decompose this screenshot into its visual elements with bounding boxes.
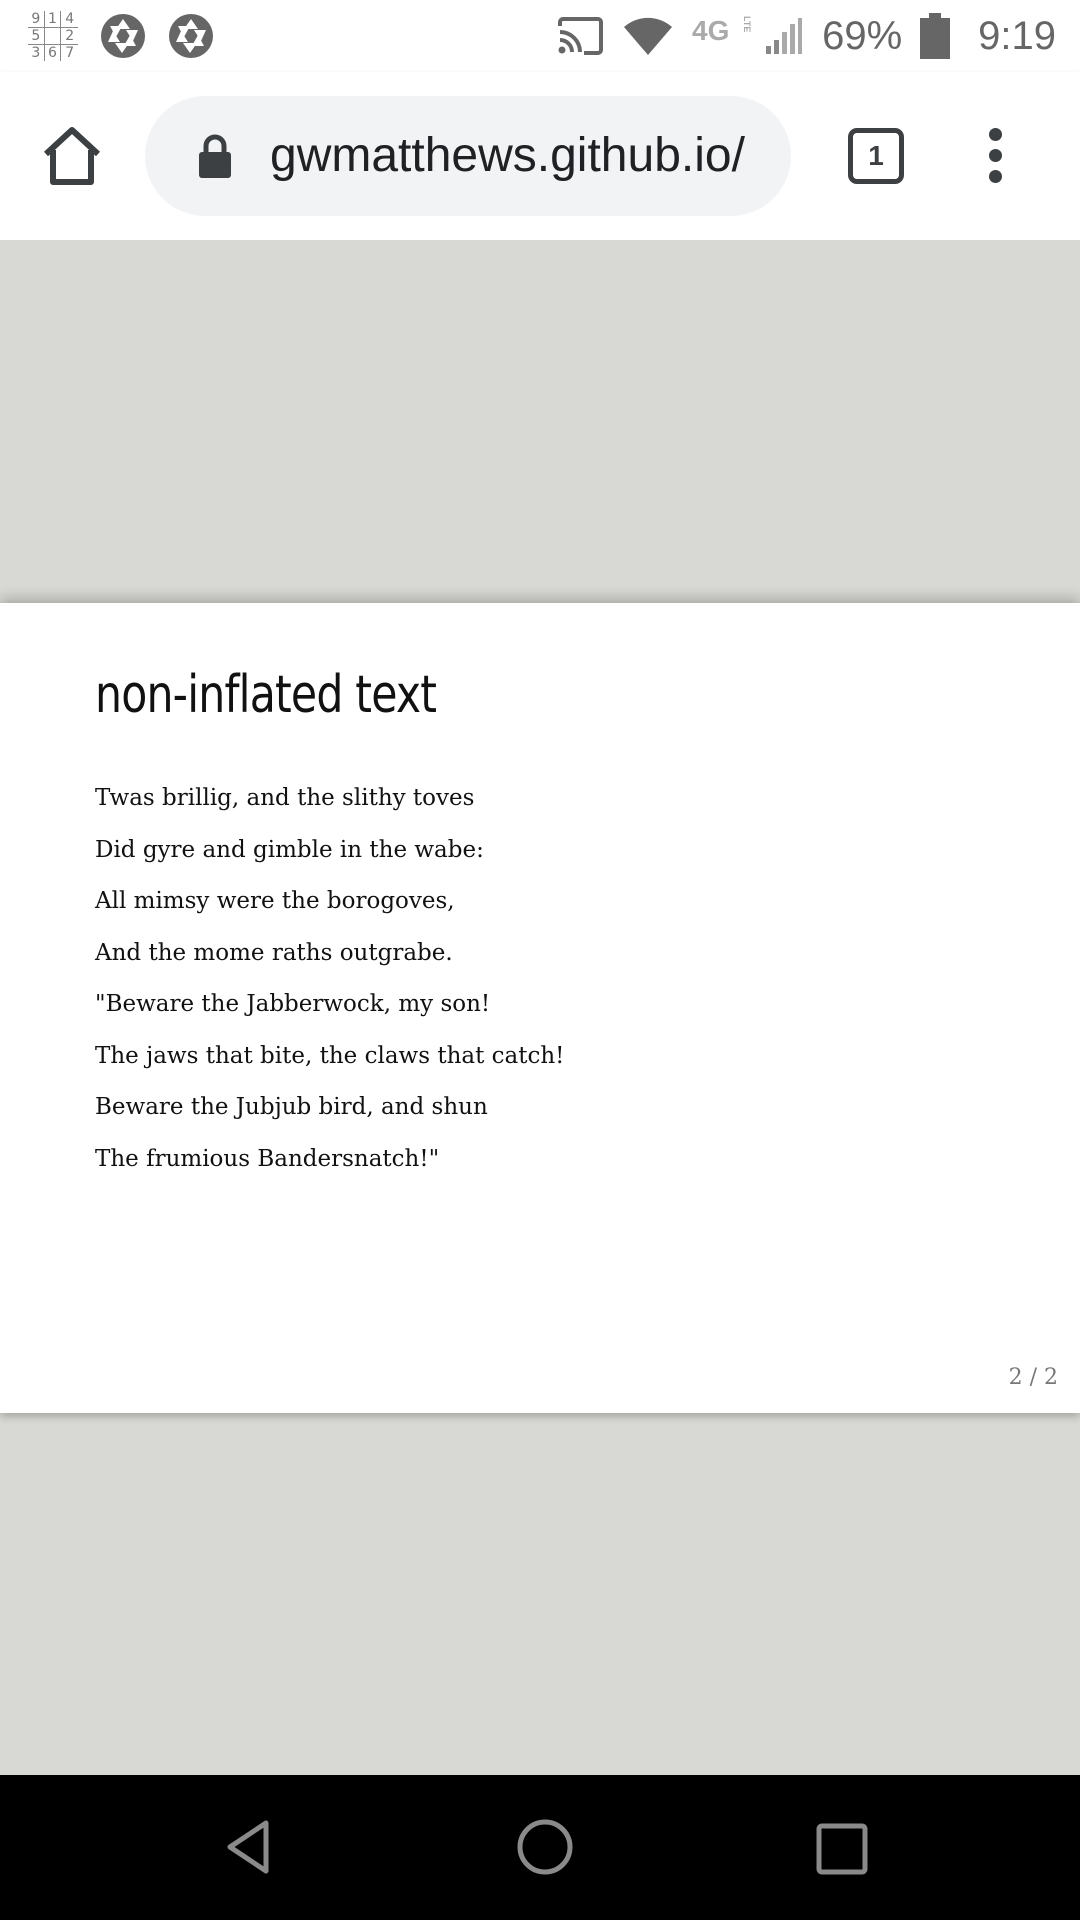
home-nav-button[interactable] [515, 1817, 575, 1877]
poem-line: Beware the Jubjub bird, and shun [95, 1094, 488, 1120]
sudoku-cell: 7 [65, 45, 75, 61]
signal-icon [764, 16, 804, 56]
slide-number: 2 / 2 [1008, 1365, 1058, 1390]
browser-toolbar [0, 72, 1080, 240]
battery-percent: 69% [822, 13, 903, 58]
aperture-icon [168, 13, 214, 59]
network-sub: LTE [742, 16, 753, 33]
clock: 9:19 [978, 13, 1056, 58]
slide[interactable] [0, 603, 1080, 1413]
sudoku-cell: 6 [45, 45, 62, 61]
sudoku-icon [28, 11, 78, 61]
poem-line: All mimsy were the borogoves, [95, 888, 455, 914]
lock-icon [197, 134, 233, 178]
sudoku-cell: 1 [45, 11, 62, 28]
menu-dot-icon [989, 170, 1002, 183]
sudoku-cell: 2 [61, 28, 78, 45]
menu-button[interactable] [972, 128, 1020, 184]
home-button[interactable] [40, 124, 104, 188]
sudoku-cell: 9 [28, 11, 45, 28]
aperture-icon [100, 13, 146, 59]
poem-text [95, 773, 564, 1185]
lte-icon [692, 14, 753, 58]
cast-icon [556, 16, 604, 56]
poem-line: "Beware the Jabberwock, my son! [95, 991, 491, 1017]
tab-switcher-button[interactable] [848, 128, 904, 184]
poem-line: The jaws that bite, the claws that catch! [95, 1042, 565, 1069]
tab-count: 1 [848, 128, 904, 184]
system-icons [556, 0, 1056, 72]
sudoku-cell: 4 [61, 11, 78, 28]
back-button[interactable] [218, 1817, 278, 1877]
navigation-bar [0, 1775, 1080, 1920]
web-content[interactable] [0, 240, 1080, 1775]
slide-title: non-inflated text [95, 665, 437, 725]
sudoku-cell [45, 28, 62, 45]
poem-line: And the mome raths outgrabe. [95, 939, 453, 966]
network-type: 4G [692, 15, 730, 46]
url-text[interactable]: gwmatthews.github.io/ [270, 129, 745, 182]
menu-dot-icon [989, 149, 1002, 162]
page-background [0, 240, 1080, 603]
sudoku-cell: 5 [28, 28, 45, 45]
poem-line: The frumious Bandersnatch!" [95, 1145, 440, 1172]
recents-button[interactable] [812, 1817, 872, 1877]
wifi-icon [622, 15, 674, 57]
sudoku-cell: 3 [28, 45, 45, 61]
poem-line: Did gyre and gimble in the wabe: [95, 836, 484, 863]
poem-line: Twas brillig, and the slithy toves [95, 785, 475, 811]
status-bar [0, 0, 1080, 72]
notification-icons [28, 10, 214, 62]
menu-dot-icon [989, 128, 1002, 141]
address-bar[interactable] [145, 96, 791, 216]
battery-icon [920, 13, 950, 59]
